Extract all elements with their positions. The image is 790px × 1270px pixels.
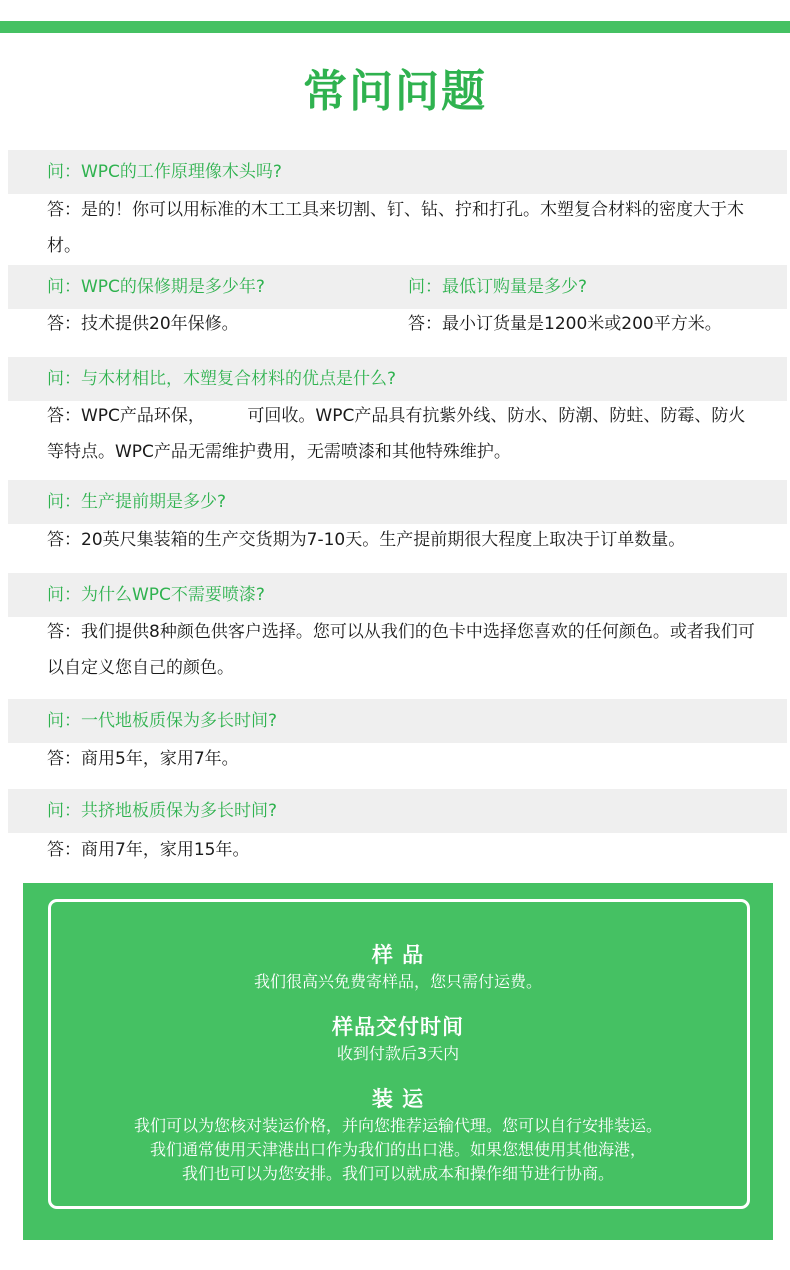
shipping-text-line: 我们也可以为您安排。我们可以就成本和操作细节进行协商。 — [181, 1164, 614, 1183]
faq-answer: 答：是的！你可以用标准的木工工具来切割、钉、钻、拧和打孔。木塑复合材料的密度大于木材。 — [47, 200, 744, 256]
page-title: 常问问题 — [303, 66, 487, 117]
faq-question: 问：一代地板质保为多长时间? — [47, 711, 278, 731]
delivery-heading: 样品交付时间 — [332, 1015, 464, 1039]
faq-answer: 答：20英尺集装箱的生产交货期为7-10天。生产提前期很大程度上取决于订单数量。 — [47, 530, 686, 550]
faq-question: 问：WPC的保修期是多少年? — [47, 277, 265, 297]
samples-heading: 样 品 — [371, 943, 425, 967]
shipping-text-line: 我们可以为您核对装运价格，并向您推荐运输代理。您可以自行安排装运。 — [133, 1116, 662, 1135]
shipping-text-line: 我们通常使用天津港出口作为我们的出口港。如果您想使用其他海港， — [149, 1140, 646, 1159]
faq-answer: 答：商用7年，家用15年。 — [47, 840, 250, 860]
faq-answer: 答：商用5年，家用7年。 — [47, 749, 239, 769]
delivery-text: 收到付款后3天内 — [336, 1044, 460, 1063]
top-accent-bar — [0, 21, 790, 33]
faq-question: 问：最低订购量是多少? — [408, 277, 588, 297]
faq-question: 问：生产提前期是多少? — [47, 492, 227, 512]
samples-text: 我们很高兴免费寄样品，您只需付运费。 — [253, 972, 542, 991]
faq-question: 问：WPC的工作原理像木头吗? — [47, 162, 282, 182]
info-panel — [23, 883, 773, 1240]
shipping-heading: 装 运 — [371, 1087, 425, 1111]
faq-question: 问：为什么WPC不需要喷漆? — [47, 585, 265, 605]
faq-answer: 答：我们提供8种颜色供客户选择。您可以从我们的色卡中选择您喜欢的任何颜色。或者我们可以自定义您自己的颜色。 — [47, 622, 755, 678]
faq-answer: 答：WPC产品环保， 可回收。WPC产品具有抗紫外线、防水、防潮、防蛀、防霉、防火等特点。WPC产品无需维护费用，无需喷漆和其他特殊维护。 — [47, 406, 746, 462]
faq-answer: 答：技术提供20年保修。 — [47, 314, 239, 334]
faq-question: 问：共挤地板质保为多长时间? — [47, 801, 278, 821]
faq-question: 问：与木材相比，木塑复合材料的优点是什么? — [47, 369, 397, 389]
faq-answer: 答：最小订货量是1200米或200平方米。 — [408, 314, 722, 334]
